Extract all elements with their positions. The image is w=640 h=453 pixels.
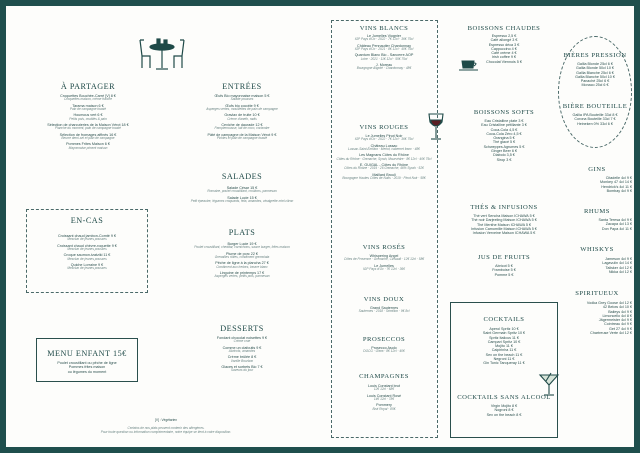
plats-list (172, 242, 312, 281)
menu-item-description: IGP Pays d'Oc · 2022 · 7€ 12cl · 36€ 75cl (354, 137, 414, 142)
menu-item: Abricot 5 € (495, 264, 513, 268)
menu-item: Cointreau 4cl 9 € (604, 322, 632, 327)
menu-item: Le Jumelles Pinot Noir (365, 134, 403, 138)
menu-item: Jägermeister 4cl 9 € (598, 318, 632, 323)
menu-item: Crème brûlée 8 € (227, 355, 257, 360)
menu-item-description: Mayonnaise piment maison (68, 145, 108, 150)
spiritueux-title: SPIRITUEUX (575, 290, 619, 297)
menu-item: Saint Germain Spritz 10 € (482, 331, 526, 336)
menu-item: Talisker 4cl 12 € (605, 265, 632, 270)
cocktails-sans-title: COCKTAILS SANS ALCOOL (457, 394, 551, 401)
menu-item: Thé glacé 5 € (492, 140, 516, 145)
menu-item: Tarama maison 6 € (72, 103, 104, 108)
table-chairs-icon (136, 34, 188, 72)
menu-item: Panaché 25cl 6 € (580, 79, 610, 84)
menu-item: Coca-Cola Zéro 4,5 € (486, 131, 522, 136)
vegetarian-note: [V] : Végétarien (155, 418, 177, 422)
menu-item: Comme un clafoutis 9 € (222, 345, 262, 350)
menu-item: Framboise 5 € (492, 268, 516, 273)
menu-item: ou légumes du moment (67, 369, 107, 374)
prosecco-title: PROSECCOS (362, 336, 406, 343)
menu-item: Gravlax de truite 10 € (224, 113, 260, 118)
whiskys-title: WHISKYS (580, 246, 614, 253)
menu-item: Thé Menthe Maison ICHAWA 5 € (476, 222, 532, 227)
menu-item: Sirop 3 € (496, 157, 512, 162)
menu-item: Thé vert Sencha Maison ICHAWA 5 € (473, 214, 535, 218)
jus-title: JUS DE FRUITS (477, 254, 531, 261)
menu-item-description: Vanille Bourbon (230, 358, 254, 363)
menu-item-description: Pain de campagne toasté (69, 106, 107, 111)
gins-title: GINS (588, 166, 606, 173)
menu-item: Eau Cristalline pétillante 3 € (481, 123, 527, 128)
cocktails-title: COCKTAILS (483, 316, 525, 323)
menu-item-description: Croquettes maison, crème fraîche (63, 97, 112, 102)
menu-item: J. Moreau (375, 63, 393, 68)
menu-item: Œufs Bio mayonnaise maison 5 € (214, 94, 270, 98)
menu-item: Sélection de charcuteries de la Maison Vérot 18 € (47, 123, 129, 128)
menu-item: Salade César 15 € (226, 186, 258, 190)
menu-item: E. GUIGAL - Côtes du Rhône (359, 163, 409, 168)
menu-item: Campari Spritz 10 € (487, 339, 521, 344)
menu-item: Jameson 4cl 9 € (605, 257, 632, 261)
menu-item: Plume de porc 22 € (226, 251, 258, 256)
menu-item: Château Lussac (370, 143, 398, 148)
menu-item: Whispering Angel (369, 254, 399, 258)
menu-item: Café crème 4 € (491, 51, 517, 56)
menu-item-description: DOCG · Glera · 8€ 12cl · 40€ (363, 349, 405, 354)
entrees-title: ENTRÉES (222, 82, 262, 91)
menu-item: Corona Bouteille 33cl 7 € (574, 117, 616, 122)
menu-item: Nogroni 8 € (494, 408, 514, 413)
menu-item-description: Crème crue (233, 339, 251, 344)
menu-item-description: Abricots, amandes (228, 348, 256, 353)
vins-roses-title: VINS ROSÉS (362, 244, 406, 251)
menu-item: Gallia Blanche 50cl 10 € (575, 74, 615, 79)
entrees-list (172, 94, 312, 142)
menu-item: Limoncello 4cl 8 € (602, 313, 632, 318)
plats-title: PLATS (228, 228, 256, 237)
menu-item: Gin Tonic Tanqueray 11 € (483, 361, 525, 366)
menu-item: Mojito 11 € (495, 344, 513, 349)
menu-item: Lagavulin 4cl 14 € (602, 261, 632, 266)
menu-item-description: Côtes du Rhône · 2019 · 26 Grenache, 46% Syrah · 52€ (344, 166, 424, 171)
menu-item-description: Brut Royal · 85€ (372, 406, 396, 411)
menu-item: Infusion Camomille Maison ICHAWA 5 € (471, 226, 537, 231)
prosecco-list (334, 346, 434, 356)
menu-item-description: Beurre demi-sel et pain de campagne (61, 136, 115, 141)
menu-item: Pommes frites maison (68, 365, 106, 370)
menu-item: Certains de nos plats peuvent contenir des allergènes. (127, 426, 205, 430)
a-partager-list (18, 94, 158, 152)
menu-item-description: IGP Pays d'Oc · 7€ 12cl · 36€ (363, 266, 405, 271)
menu-item: Bombay 4cl 9 € (606, 188, 632, 193)
cocktails-sans-list (454, 404, 554, 417)
menu-item: Cappuccino 4 € (491, 46, 517, 51)
menu-item: Poulet croustillant ou pêche de ligne (57, 361, 117, 365)
jus-list (454, 264, 554, 277)
menu-item: Œufs bio cocotte 9 € (225, 103, 259, 108)
menu-item: Heineken 0% 33cl 6 € (577, 121, 613, 126)
menu-item: Sex on the beach 8 € (486, 412, 522, 417)
menu-item-description: Asperges vertes, mouillettes de pain de campagne (206, 106, 278, 111)
menu-item: Pommery (376, 403, 392, 408)
menu-item: Quiche Lorraine 9 € (70, 263, 104, 268)
menu-item: Zacapa 4cl 13 € (605, 222, 632, 227)
menu-item: Salade Lucie 15 € (227, 195, 257, 200)
footer-allergens (66, 426, 266, 434)
menu-item: Diabolo 3,5 € (493, 153, 515, 158)
coffee-cup-icon (458, 58, 484, 72)
menu-item-description: Mesclun de jeunes pousses (67, 256, 107, 261)
salades-list (172, 186, 312, 205)
thes-list (448, 214, 560, 235)
menu-item-description: Loire · 2021 · 11€ 12cl · 55€ 75cl (360, 56, 408, 61)
menu-item: Thé noir Darjeeling Maison ICHAWA 5 € (471, 218, 537, 223)
menu-item-description: Côtes du Rhône · Grenache, Syrah, Mourvèdre · 8€ 12cl · 40€ 75cl (336, 156, 432, 161)
menu-item: Eau Cristalline plate 3 € (484, 119, 524, 123)
menu-item: Spritz Italicus 11 € (489, 335, 519, 340)
menu-item: Prosecco Asolo (371, 346, 397, 350)
menu-item-description: Condiment aux herbes, beurre blanc (216, 264, 268, 269)
menu-item: Gallia Blanche 25cl 6 € (576, 70, 614, 75)
menu-item: Croquettes Bouchée-Carré [V] 8 € (60, 94, 116, 98)
menu-item: Espresso déca 3 € (488, 42, 520, 47)
champagnes-title: CHAMPAGNES (359, 373, 409, 380)
menu-item-description: Mesclun de jeunes pousses (67, 237, 107, 242)
menu-item: Coca-Cola 4,5 € (490, 127, 518, 132)
menu-item-description: Romaine, poulet croustillant, croûtons, parmesan (207, 189, 277, 194)
menu-item: Negroni 11 € (493, 357, 515, 362)
menu-item: Louis Constant Rosé (366, 393, 402, 398)
menu-item-description: Salade pousses (230, 97, 254, 102)
cocktails-list (454, 327, 554, 366)
menu-item: Quantum Blanc Bio - Sancerre AOP (354, 53, 414, 58)
boissons-softs-title: BOISSONS SOFTS (473, 109, 535, 116)
menu-item: Maillard Brouli (372, 172, 396, 177)
menu-item: Sex on the beach 11 € (485, 352, 523, 357)
menu-item: Caipirinha 11 € (491, 348, 517, 353)
menu-item: Monkey 47 4cl 14 € (600, 180, 632, 185)
menu-item: Burger Lucie 19 € (227, 242, 257, 246)
menu-item: Croque saumon-tzatziki 11 € (63, 253, 111, 258)
en-cas-list (27, 234, 147, 273)
menu-item-description: 14€ 12cl · 78€ (373, 396, 395, 401)
menu-item-description: Crème d'aneth, radis (227, 116, 257, 121)
menu-item: Nikka 4cl 12 € (608, 269, 632, 274)
left-panel (6, 6, 326, 447)
menu-item: Baileys 4cl 9 € (608, 309, 632, 314)
menu-item: Vodka Grey Goose 4cl 12 € (586, 301, 632, 305)
boissons-chaudes-title: BOISSONS CHAUDES (467, 25, 541, 32)
menu-item: Schweppes Agrumes 5 € (483, 144, 525, 149)
menu-item-description: Petit épeautre, légumes croquants, feta, amandes, vinaigrette miel-citron (190, 198, 294, 203)
menu-item: Virgin Mojito 8 € (490, 404, 518, 408)
menu-item: Hendrick's 4cl 11 € (601, 184, 632, 189)
menu-item: Le Jumelles (374, 263, 394, 268)
desserts-list (172, 336, 312, 375)
menu-item: 42 Below 4cl 10 € (602, 305, 632, 310)
menu-item-description: Grenailles rôties, condiment gremolata (214, 254, 270, 259)
menu-item: Orangina 5 € (493, 136, 515, 141)
menu-item: Santa Teresa 4cl 9 € (598, 218, 632, 222)
menu-item: Don Papa 4cl 11 € (601, 226, 632, 231)
menu-item: Le Jumelles Viognier (366, 34, 402, 38)
menu-item-description: Mesclun de jeunes pousses (67, 266, 107, 271)
bieres-pression-list (560, 62, 630, 88)
whiskys-list (562, 257, 632, 274)
menu-item: Gallia Blonde 50cl 10 € (576, 66, 614, 71)
menu-item: Pomme 5 € (494, 272, 514, 277)
biere-bouteille-list (560, 113, 630, 126)
spiritueux-list (562, 301, 632, 335)
menu-item: Ceviche de daurade 12 € (221, 123, 263, 128)
menu-item-description: Asperges vertes, petits pois, parmesan (214, 274, 270, 279)
menu-item: Gallia IPA Bouteille 33cl 8 € (572, 113, 618, 117)
menu-item: Chartreuse Verte 4cl 12 € (590, 331, 632, 336)
menu-item-description: Bourgogne Aligoté · Chardonnay · 48€ (356, 66, 412, 71)
right-panel (326, 6, 634, 447)
menu-item-description: Petits pois, crudités & pain (69, 116, 107, 121)
vins-rouges-list (334, 134, 434, 182)
menu-enfant-lines (37, 361, 137, 374)
menu-item: Pêche de ligne à la plancha 27 € (215, 261, 269, 266)
menu-item-description: Saveurs du jour (230, 368, 254, 373)
menu-page (6, 6, 634, 447)
rhums-list (562, 218, 632, 231)
en-cas-title: EN-CAS (70, 216, 104, 225)
vins-doux-list (334, 306, 434, 316)
champagnes-list (334, 384, 434, 413)
menu-item: Croissant chaud jambon-Comté 9 € (57, 234, 116, 238)
menu-item: Gallia Blonde 25cl 6 € (577, 62, 613, 66)
menu-item: Glaces et sorbets Bio 7 € (221, 365, 263, 370)
menu-item-description: Pamplemousse, lait de coco, coriandre (214, 126, 270, 131)
menu-item: Houmous vert 6 € (73, 113, 103, 118)
menu-enfant-title: MENU ENFANT 15€ (47, 349, 127, 358)
menu-item-description: Poulet croustillant, cheddar, cornichons, sauce burger, frites maison (194, 245, 290, 250)
menu-item: Château Pennautier Chardonnay (357, 43, 411, 48)
menu-item: Aperol Spritz 10 € (489, 327, 519, 331)
menu-item: Chocolat Viennois 5 € (486, 59, 522, 64)
menu-item-description: Bourgogne Hautes Côtes de Nuits · 2019 · Pinot Noir · 58€ (342, 176, 426, 181)
bieres-pression-title: BIÈRES PRESSION (563, 52, 627, 59)
vins-rouges-title: VINS ROUGES (359, 124, 409, 131)
gins-list (562, 176, 632, 193)
menu-item-description: Côtes de Provence · Grenache, Cinsault · 12€ 12cl · 58€ (343, 257, 425, 262)
wine-glass-icon (426, 112, 446, 142)
menu-item: Pâté de campagne de la Maison Vérot 9 € (207, 132, 277, 137)
vins-blancs-list (334, 34, 434, 73)
salades-title: SALADES (221, 172, 263, 181)
menu-item: Croissant chaud chèvre-roquette 9 € (57, 243, 117, 248)
desserts-title: DESSERTS (220, 324, 264, 333)
menu-item: Café allongé 3 € (490, 38, 518, 43)
menu-item: Les Magnans Côtes du Rhône (359, 153, 409, 158)
menu-item: Ginger Beer 6 € (490, 149, 518, 154)
menu-item-description: Lussac-Saint-Émilion · Merlot, cabernet franc · 48€ (348, 146, 420, 151)
menu-enfant-box (36, 338, 138, 382)
menu-item: Pour toute question ou information complémentaire, notre équipe se tient à votre disposition. (100, 430, 232, 434)
menu-item: Citadelle 4cl 9 € (605, 176, 632, 180)
menu-item: Grand Sauternes (369, 306, 399, 310)
menu-item: Linguine de printemps 17 € (219, 271, 265, 276)
vins-doux-title: VINS DOUX (363, 296, 405, 303)
menu-item-description: Mesclun de jeunes pousses (67, 246, 107, 251)
menu-item: Monaco 25cl 6 € (581, 83, 609, 88)
menu-item: Sélection de fromages affinés 16 € (59, 132, 117, 137)
vins-roses-list (334, 254, 434, 273)
menu-item-description: Planche du moment, pain de campagne toasté (55, 126, 121, 131)
a-partager-title: À PARTAGER (60, 82, 116, 91)
rhums-title: RHUMS (584, 208, 610, 215)
menu-item: Espresso 2,5 € (491, 34, 517, 38)
menu-item: Irish coffee 9 € (491, 55, 517, 60)
menu-item-description: Pickles et pain de campagne toasté (216, 136, 268, 141)
menu-item-description: IGP Pays d'Oc · 2022 · 7€ 12cl · 36€ 75cl (354, 37, 414, 42)
thes-title: THÉS & INFUSIONS (470, 204, 538, 211)
menu-item: Get 27 4cl 9 € (609, 326, 632, 331)
vins-blancs-title: VINS BLANCS (359, 25, 409, 32)
menu-item: Infusion Verveine Maison ICHAWA 5 € (472, 231, 536, 236)
boissons-softs-list (454, 119, 554, 162)
menu-item-description: 12€ 12cl · 68€ (373, 387, 395, 392)
menu-item: Fondant chocolat noisettes 9 € (216, 336, 268, 340)
menu-item-description: IGP Pays d'Oc · 2021 · 8€ 12cl · 40€ 75cl (354, 46, 414, 51)
menu-item-description: Sauternes · 2018 · Sémillon · 9€ 8cl (358, 309, 410, 314)
biere-bouteille-title: BIÈRE BOUTEILLE (562, 103, 628, 110)
menu-item: Louis Constant brut (368, 384, 400, 388)
menu-item: Pommes Frites Maison 6 € (66, 142, 110, 147)
